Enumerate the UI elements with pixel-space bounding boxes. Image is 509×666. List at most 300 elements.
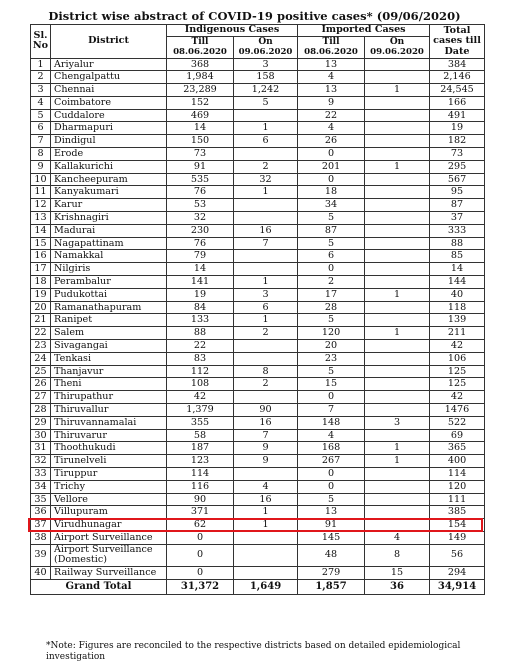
- row-imp-on: [365, 314, 430, 327]
- row-district: Thiruvallur: [51, 404, 167, 417]
- row-total: 118: [430, 301, 485, 314]
- row-district: Nilgiris: [51, 263, 167, 276]
- row-district: Krishnagiri: [51, 212, 167, 225]
- row-imp-till: 6: [298, 250, 365, 263]
- row-total: 24,545: [430, 84, 485, 97]
- row-ind-till: 371: [167, 506, 234, 519]
- table-row: [31, 186, 485, 199]
- table-row: [31, 455, 485, 468]
- row-ind-till: 116: [167, 480, 234, 493]
- row-sl: 6: [31, 122, 51, 135]
- header-total: Total cases till Date: [430, 25, 485, 59]
- row-ind-on: [234, 468, 298, 481]
- row-ind-on: [234, 199, 298, 212]
- row-total: 491: [430, 109, 485, 122]
- row-imp-till: 91: [298, 519, 365, 532]
- row-total: 166: [430, 96, 485, 109]
- row-district: Thiruvarur: [51, 429, 167, 442]
- row-ind-on: [234, 109, 298, 122]
- row-sl: 1: [31, 58, 51, 71]
- row-sl: 18: [31, 276, 51, 289]
- row-district: Karur: [51, 199, 167, 212]
- table-row: [31, 340, 485, 353]
- row-ind-till: 187: [167, 442, 234, 455]
- row-ind-till: 14: [167, 122, 234, 135]
- row-total: 88: [430, 237, 485, 250]
- row-ind-on: 6: [234, 301, 298, 314]
- header-on-label: On: [258, 36, 273, 47]
- row-district: Madurai: [51, 224, 167, 237]
- row-imp-on: [365, 404, 430, 417]
- row-imp-till: 13: [298, 58, 365, 71]
- table-row: [31, 404, 485, 417]
- row-ind-till: 79: [167, 250, 234, 263]
- row-total: 567: [430, 173, 485, 186]
- row-imp-on: [365, 493, 430, 506]
- row-district: Ramanathapuram: [51, 301, 167, 314]
- table-row: [31, 391, 485, 404]
- row-ind-till: 1,984: [167, 71, 234, 84]
- table-row: [31, 250, 485, 263]
- row-sl: 11: [31, 186, 51, 199]
- table-row: [31, 493, 485, 506]
- table-row: [31, 506, 485, 519]
- row-ind-on: 9: [234, 442, 298, 455]
- row-sl: 19: [31, 288, 51, 301]
- row-total: 125: [430, 365, 485, 378]
- row-total: 42: [430, 340, 485, 353]
- row-district: Chennai: [51, 84, 167, 97]
- row-ind-till: 230: [167, 224, 234, 237]
- row-ind-till: 114: [167, 468, 234, 481]
- footnote: *Note: Figures are reconciled to the respective districts based on detailed epidemiological investigation: [46, 641, 461, 662]
- row-imp-till: 18: [298, 186, 365, 199]
- row-sl: 26: [31, 378, 51, 391]
- row-imp-on: [365, 58, 430, 71]
- row-district: Perambalur: [51, 276, 167, 289]
- row-sl: 39: [31, 544, 51, 566]
- row-sl: 23: [31, 340, 51, 353]
- header-till-date: 08.06.2020: [173, 47, 227, 57]
- row-imp-on: 1: [365, 327, 430, 340]
- row-district: Tirunelveli: [51, 455, 167, 468]
- row-ind-till: 123: [167, 455, 234, 468]
- row-ind-on: [234, 531, 298, 544]
- row-imp-on: [365, 301, 430, 314]
- row-ind-till: 112: [167, 365, 234, 378]
- grand-total-label: Grand Total: [31, 579, 167, 594]
- row-total: 295: [430, 160, 485, 173]
- row-imp-till: 267: [298, 455, 365, 468]
- table-row: [31, 148, 485, 161]
- row-ind-on: [234, 566, 298, 579]
- row-imp-on: [365, 71, 430, 84]
- row-ind-till: 355: [167, 416, 234, 429]
- row-sl: 36: [31, 506, 51, 519]
- header-district: District: [51, 25, 167, 59]
- row-district: Tiruppur: [51, 468, 167, 481]
- row-ind-till: 32: [167, 212, 234, 225]
- row-total: 40: [430, 288, 485, 301]
- row-district: Kallakurichi: [51, 160, 167, 173]
- row-imp-till: 9: [298, 96, 365, 109]
- row-ind-on: 5: [234, 96, 298, 109]
- row-ind-till: 0: [167, 544, 234, 566]
- row-ind-on: 3: [234, 58, 298, 71]
- row-sl: 9: [31, 160, 51, 173]
- row-total: 365: [430, 442, 485, 455]
- row-imp-on: [365, 148, 430, 161]
- row-district: Kancheepuram: [51, 173, 167, 186]
- row-sl: 17: [31, 263, 51, 276]
- row-sl: 30: [31, 429, 51, 442]
- table-row: [31, 480, 485, 493]
- row-district: Pudukottai: [51, 288, 167, 301]
- row-sl: 4: [31, 96, 51, 109]
- table-row: [31, 58, 485, 71]
- row-ind-till: 91: [167, 160, 234, 173]
- header-on-date: 09.06.2020: [370, 47, 424, 57]
- row-ind-on: 3: [234, 288, 298, 301]
- row-sl: 13: [31, 212, 51, 225]
- row-sl: 40: [31, 566, 51, 579]
- row-ind-on: 7: [234, 237, 298, 250]
- row-sl: 22: [31, 327, 51, 340]
- row-district: Thirupathur: [51, 391, 167, 404]
- row-sl: 14: [31, 224, 51, 237]
- row-imp-on: [365, 468, 430, 481]
- row-imp-on: [365, 199, 430, 212]
- table-row: [31, 109, 485, 122]
- row-ind-till: 19: [167, 288, 234, 301]
- row-sl: 7: [31, 135, 51, 148]
- row-imp-on: [365, 365, 430, 378]
- row-ind-on: 16: [234, 493, 298, 506]
- table-row: [31, 212, 485, 225]
- row-sl: 24: [31, 352, 51, 365]
- header-imp-on: [365, 36, 430, 58]
- row-district: Coimbatore: [51, 96, 167, 109]
- row-sl: 21: [31, 314, 51, 327]
- row-district: Trichy: [51, 480, 167, 493]
- row-ind-on: 158: [234, 71, 298, 84]
- row-imp-on: [365, 224, 430, 237]
- row-district: Virudhunagar: [51, 519, 167, 532]
- grand-total-ind-till: 31,372: [167, 579, 234, 594]
- row-ind-on: 6: [234, 135, 298, 148]
- header-till-label: Till: [191, 36, 209, 47]
- row-imp-till: 13: [298, 506, 365, 519]
- row-imp-on: [365, 96, 430, 109]
- row-sl: 25: [31, 365, 51, 378]
- grand-total-imp-till: 1,857: [298, 579, 365, 594]
- row-imp-till: 26: [298, 135, 365, 148]
- row-district: Sivagangai: [51, 340, 167, 353]
- row-total: 95: [430, 186, 485, 199]
- row-ind-on: [234, 352, 298, 365]
- row-imp-till: 0: [298, 263, 365, 276]
- row-imp-on: 4: [365, 531, 430, 544]
- row-district: Namakkal: [51, 250, 167, 263]
- row-district: Thoothukudi: [51, 442, 167, 455]
- row-ind-till: 469: [167, 109, 234, 122]
- row-imp-till: 4: [298, 122, 365, 135]
- row-total: 149: [430, 531, 485, 544]
- row-imp-till: 4: [298, 71, 365, 84]
- row-total: 1476: [430, 404, 485, 417]
- row-total: 56: [430, 544, 485, 566]
- row-imp-till: 34: [298, 199, 365, 212]
- row-total: 211: [430, 327, 485, 340]
- table-row: [31, 531, 485, 544]
- table-row: [31, 416, 485, 429]
- row-imp-till: 22: [298, 109, 365, 122]
- table-row: [31, 224, 485, 237]
- row-ind-till: 42: [167, 391, 234, 404]
- row-imp-till: 5: [298, 314, 365, 327]
- row-district: Thiruvannamalai: [51, 416, 167, 429]
- header-sl-no: Sl. No: [31, 25, 51, 59]
- row-district: Kanyakumari: [51, 186, 167, 199]
- row-imp-on: 1: [365, 84, 430, 97]
- header-ind-on: [234, 36, 298, 58]
- row-district: Dindigul: [51, 135, 167, 148]
- row-district: Chengalpattu: [51, 71, 167, 84]
- row-imp-on: 1: [365, 442, 430, 455]
- row-imp-on: [365, 352, 430, 365]
- row-imp-till: 2: [298, 276, 365, 289]
- row-sl: 12: [31, 199, 51, 212]
- row-ind-till: 1,379: [167, 404, 234, 417]
- row-imp-till: 5: [298, 493, 365, 506]
- row-ind-on: 32: [234, 173, 298, 186]
- row-imp-till: 0: [298, 480, 365, 493]
- covid-cases-table: [30, 24, 485, 595]
- row-imp-on: 3: [365, 416, 430, 429]
- row-sl: 35: [31, 493, 51, 506]
- row-district: Nagapattinam: [51, 237, 167, 250]
- row-ind-on: 2: [234, 160, 298, 173]
- row-ind-till: 150: [167, 135, 234, 148]
- row-imp-till: 201: [298, 160, 365, 173]
- row-imp-on: [365, 122, 430, 135]
- row-ind-on: 2: [234, 327, 298, 340]
- row-total: 333: [430, 224, 485, 237]
- row-ind-on: 1: [234, 506, 298, 519]
- row-ind-on: 1: [234, 122, 298, 135]
- row-sl: 31: [31, 442, 51, 455]
- row-ind-on: 1: [234, 314, 298, 327]
- row-imp-on: [365, 173, 430, 186]
- row-imp-on: [365, 250, 430, 263]
- row-total: 111: [430, 493, 485, 506]
- row-ind-till: 73: [167, 148, 234, 161]
- row-imp-till: 7: [298, 404, 365, 417]
- row-total: 85: [430, 250, 485, 263]
- row-ind-till: 76: [167, 237, 234, 250]
- row-ind-till: 141: [167, 276, 234, 289]
- row-total: 120: [430, 480, 485, 493]
- row-ind-till: 535: [167, 173, 234, 186]
- row-sl: 15: [31, 237, 51, 250]
- row-district: Villupuram: [51, 506, 167, 519]
- table-row: [31, 237, 485, 250]
- row-ind-on: 4: [234, 480, 298, 493]
- row-ind-till: 368: [167, 58, 234, 71]
- row-imp-on: [365, 506, 430, 519]
- row-ind-till: 88: [167, 327, 234, 340]
- table-row: [31, 84, 485, 97]
- row-imp-till: 5: [298, 237, 365, 250]
- row-total: 294: [430, 566, 485, 579]
- row-imp-till: 0: [298, 468, 365, 481]
- row-imp-on: 1: [365, 288, 430, 301]
- row-total: 154: [430, 519, 485, 532]
- row-ind-till: 53: [167, 199, 234, 212]
- row-sl: 20: [31, 301, 51, 314]
- row-ind-till: 22: [167, 340, 234, 353]
- header-ind-till: [167, 36, 234, 58]
- table-row: [31, 288, 485, 301]
- row-ind-on: [234, 340, 298, 353]
- row-imp-on: [365, 212, 430, 225]
- row-district: Ranipet: [51, 314, 167, 327]
- row-imp-on: 8: [365, 544, 430, 566]
- row-imp-till: 23: [298, 352, 365, 365]
- row-district: Tenkasi: [51, 352, 167, 365]
- row-ind-on: [234, 250, 298, 263]
- header-indigenous: Indigenous Cases: [167, 25, 298, 37]
- row-ind-till: 62: [167, 519, 234, 532]
- row-imp-till: 0: [298, 148, 365, 161]
- row-district: Thanjavur: [51, 365, 167, 378]
- row-sl: 27: [31, 391, 51, 404]
- row-total: 384: [430, 58, 485, 71]
- row-ind-on: 7: [234, 429, 298, 442]
- table-row: [31, 135, 485, 148]
- row-ind-on: 1: [234, 276, 298, 289]
- table-row: [31, 96, 485, 109]
- table-row: [31, 378, 485, 391]
- row-imp-till: 0: [298, 391, 365, 404]
- row-ind-on: [234, 263, 298, 276]
- row-total: 182: [430, 135, 485, 148]
- row-district: Railway Surveillance: [51, 566, 167, 579]
- row-ind-on: [234, 148, 298, 161]
- row-imp-on: [365, 109, 430, 122]
- grand-total-total: 34,914: [430, 579, 485, 594]
- table-row: [31, 199, 485, 212]
- row-ind-till: 76: [167, 186, 234, 199]
- table-row: [31, 301, 485, 314]
- row-total: 106: [430, 352, 485, 365]
- grand-total-imp-on: 36: [365, 579, 430, 594]
- row-imp-till: 17: [298, 288, 365, 301]
- row-imp-till: 148: [298, 416, 365, 429]
- row-total: 114: [430, 468, 485, 481]
- row-ind-till: 58: [167, 429, 234, 442]
- row-imp-on: [365, 391, 430, 404]
- row-imp-on: [365, 276, 430, 289]
- row-sl: 16: [31, 250, 51, 263]
- document-title: District wise abstract of COVID-19 positive cases* (09/06/2020): [48, 9, 461, 23]
- table-row: [31, 314, 485, 327]
- row-total: 37: [430, 212, 485, 225]
- row-ind-on: [234, 391, 298, 404]
- row-ind-on: 1: [234, 519, 298, 532]
- row-sl: 34: [31, 480, 51, 493]
- row-ind-on: 16: [234, 224, 298, 237]
- row-sl: 38: [31, 531, 51, 544]
- row-district: Theni: [51, 378, 167, 391]
- row-total: 385: [430, 506, 485, 519]
- row-total: 522: [430, 416, 485, 429]
- row-imp-on: [365, 237, 430, 250]
- row-district: Cuddalore: [51, 109, 167, 122]
- table-row: [31, 71, 485, 84]
- header-on-label: On: [389, 36, 405, 47]
- row-ind-on: 16: [234, 416, 298, 429]
- row-total: 2,146: [430, 71, 485, 84]
- row-imp-till: 15: [298, 378, 365, 391]
- table-row: [31, 429, 485, 442]
- row-ind-on: 8: [234, 365, 298, 378]
- header-till-date: 08.06.2020: [304, 47, 358, 57]
- row-total: 144: [430, 276, 485, 289]
- row-imp-till: 279: [298, 566, 365, 579]
- row-imp-till: 87: [298, 224, 365, 237]
- row-imp-on: 15: [365, 566, 430, 579]
- table-row: [31, 276, 485, 289]
- row-imp-till: 5: [298, 212, 365, 225]
- row-imp-till: 13: [298, 84, 365, 97]
- row-total: 42: [430, 391, 485, 404]
- table-row: [31, 442, 485, 455]
- row-sl: 3: [31, 84, 51, 97]
- row-sl: 29: [31, 416, 51, 429]
- row-imp-till: 145: [298, 531, 365, 544]
- row-sl: 33: [31, 468, 51, 481]
- row-total: 400: [430, 455, 485, 468]
- table-row: [31, 122, 485, 135]
- row-sl: 2: [31, 71, 51, 84]
- table-row: [31, 519, 485, 532]
- row-imp-till: 20: [298, 340, 365, 353]
- row-imp-on: 1: [365, 160, 430, 173]
- row-imp-on: [365, 340, 430, 353]
- row-sl: 10: [31, 173, 51, 186]
- row-total: 19: [430, 122, 485, 135]
- row-total: 73: [430, 148, 485, 161]
- row-ind-on: 2: [234, 378, 298, 391]
- row-imp-on: [365, 186, 430, 199]
- row-district: Erode: [51, 148, 167, 161]
- row-imp-till: 4: [298, 429, 365, 442]
- row-imp-till: 48: [298, 544, 365, 566]
- row-ind-on: 90: [234, 404, 298, 417]
- table-row: [31, 160, 485, 173]
- row-total: 69: [430, 429, 485, 442]
- row-district: Ariyalur: [51, 58, 167, 71]
- header-imp-till: [298, 36, 365, 58]
- row-ind-till: 84: [167, 301, 234, 314]
- row-total: 125: [430, 378, 485, 391]
- row-sl: 8: [31, 148, 51, 161]
- row-district: Dharmapuri: [51, 122, 167, 135]
- grand-total-row: [31, 579, 485, 594]
- row-ind-on: 1,242: [234, 84, 298, 97]
- grand-total-ind-on: 1,649: [234, 579, 298, 594]
